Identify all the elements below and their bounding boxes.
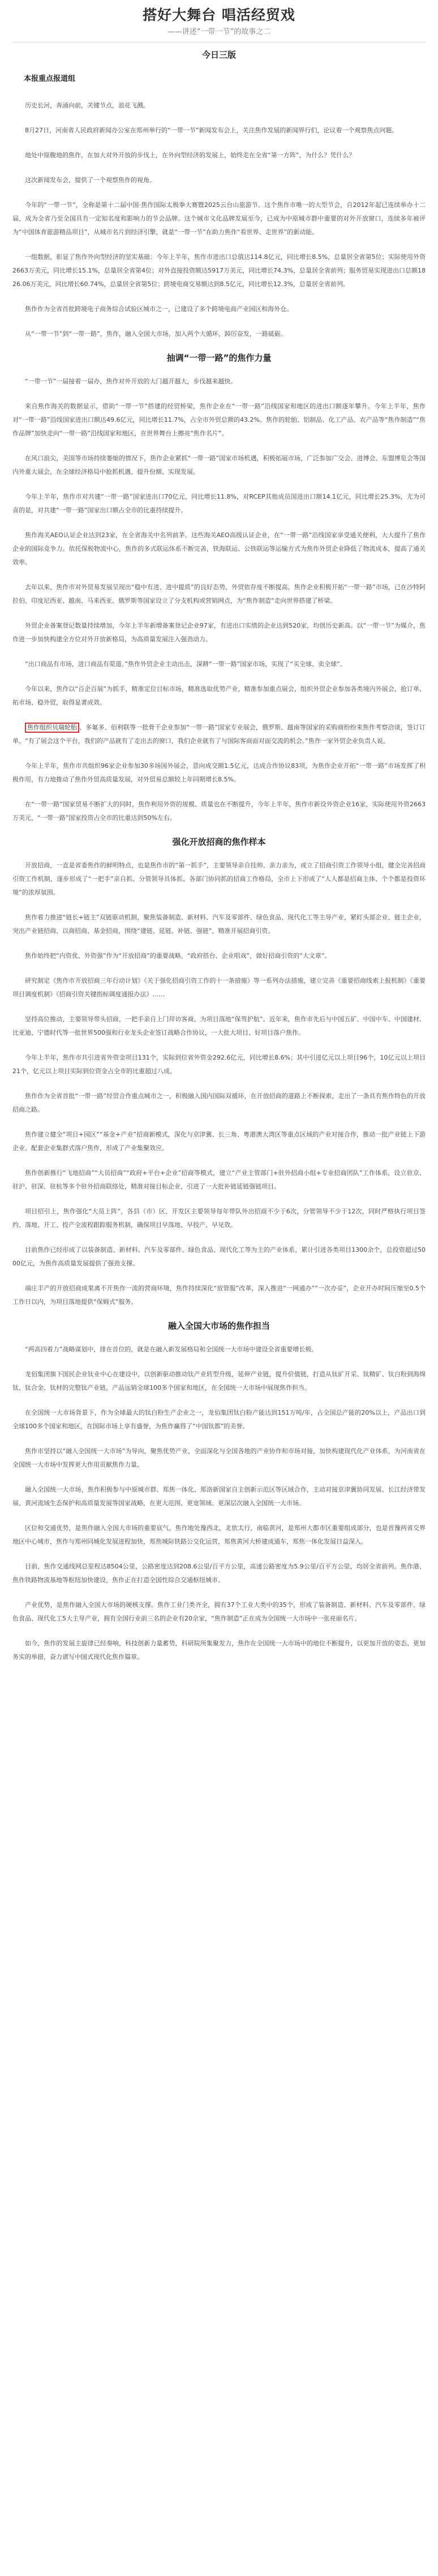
body-paragraph: 在风口浪尖，美国等市场持续萎缩的情况下，焦作企业紧抓“一带一路”国家市场机遇，积极拓展市场，广泛参加广交会、进博会、东盟博览会等国内外重大展会，在全球经济格局中抢抓机遇、提升份额、实现发展。 — [12, 455, 426, 476]
article-subhead: ——讲述“一带一节”的故事之二 — [167, 28, 271, 36]
body-paragraph: 焦作着力推进“链长+链主”双链驱动机制，聚焦装备制造、新材料、汽车及零部件、绿色食品、现代化工等主导产业，紧盯头部企业、链主企业，突出产业链招商、以商招商、基金招商，围绕“建链、延链、补链、强链”，精准开展招商引资。 — [12, 914, 426, 935]
article-section — [12, 836, 426, 1309]
article-section — [12, 352, 426, 710]
body-paragraph: 端庄丰产的开放招商成果离不开焦作一流的营商环境，焦作持续深化“放管服”改革，深入推进“一网通办”“一次办妥”，企业开办时间压缩至0.5个工作日以内，为项目落地提供“保姆式”服务。 — [12, 1285, 426, 1306]
body-paragraph: 开放招商，一直是省委焦作的鲜明特点，也是焦作市的“第一抓手”，主要领导亲自挂帅、亲力亲为，成立了招商引资工作领导小组，健全完善招商引资工作机制，逐步形成了“一把手”亲自抓、分管领导具体抓、各部门协同抓的招商工作格局，全市上下形成了“人人都是招商主体、个个都是投资环境”的浓厚氛围。 — [12, 862, 426, 896]
body-paragraph: 如今，焦作的发展主旋律已经奏响，科技创新力量蓄势，科研院所集聚发力，焦作在全国统一大市场中的地位不断提升，以更加开放的姿态、更加务实的举措，奋力谱写中国式现代化焦作篇章。 — [12, 1640, 426, 1661]
body-paragraph: 焦作建立健全“项目+园区”“基金+产业”招商新模式，深化与京津冀、长三角、粤港澳大湾区等重点区域的产业对接合作，推动一批产业链上下游企业、配套企业集群式落户焦作，形成了产业集聚效应。 — [12, 1131, 426, 1152]
body-paragraph: 坚持高位推动，主要领导带头招商，一把手亲自上门拜访客商，为项目落地“保驾护航”。近年来，焦作市先后与中国五矿、中国中车、中国建材、比亚迪、宁德时代等一批世界500强和行业龙头企业签订战略合作协议，一大批大项目、好项目落户焦作。 — [12, 1015, 426, 1036]
body-paragraph: 研究制定《焦作市开放招商三年行动计划》《关于强化招商引资工作的十一条措施》等一系列办法措施，建立完善《重要招商线索上报机制》《重要项目调度机制》《招商引资关键指标调度通报办法》…… — [12, 977, 426, 998]
body-paragraph: 来自焦作海关的数据显示，借助“一带一节”搭建的经贸桥梁，焦作企业在“一带一路”沿线国家和地区的进出口额逐年攀升。今年上半年，焦作对“一带一路”沿线国家进出口额达49.6亿元，同比增长11.7%，占全市外贸总额的43.2%。焦作的轮胎、铝制品、化工产品、农产品等“焦作制造”“焦作品牌”加快走向“一带一路”沿线国家和地区，在世界舞台上擦亮“焦作名片”。 — [12, 403, 426, 437]
section-title: 强化开放招商的焦作样本 — [172, 837, 266, 847]
body-paragraph: “两高四着力”战略谋划中，排在首位的，就是在融入新发展格局和全国统一大市场中建设全省重要增长极。 — [25, 1346, 318, 1353]
body-paragraph: 这次新闻发布会，提供了一个观察焦作的视角。 — [25, 176, 156, 184]
body-paragraph: 今年以来，焦作以“百企百展”为抓手，精准定位目标市场，精准选取优势产业，精准参加重点展会，组织外贸企业参加各类境内外展会，抢订单、拓市场、稳外贸，取得显著成效。 — [12, 685, 426, 706]
body-paragraph: 8月27日，河南省人民政府新闻办公室在郑州举行的“一带一节”新闻发布会上，关注焦作发展的新闻界行们，论议着一个观察焦点问题。 — [25, 127, 398, 134]
highlight-box: 焦作组织贝瑞轮胎 — [25, 723, 79, 733]
reporter-byline: 本报重点报道组 — [24, 75, 76, 83]
body-paragraph: “出口商品有市场，进口商品有渠道。”焦作外贸企业主动出击，深耕“一带一路”国家市场，实现了“买全球、卖全球”。 — [25, 660, 346, 668]
body-paragraph: 今年上半年，焦作市共组织96家企业参加30多场国外展会，意向成交额1.5亿元，达成合作协议83项，为焦作企业开拓“一带一路”市场发挥了积极作用，有力地推动了焦作外贸高质量发展，对外贸易总额较上年同期增长8.5%。 — [12, 762, 426, 783]
section-title: 融入全国大市场的焦作担当 — [168, 1321, 270, 1331]
article-headline: 搭好大舞台 唱活经贸戏 — [143, 7, 295, 23]
body-paragraph: 焦作始终把“内资优、外资强”作为“开放招商”的重要战略，“政府搭台、企业唱戏”，做好招商引资的“大文章”。 — [25, 952, 331, 959]
body-paragraph: 在全国统一大市场背景下，作为全球最大的钛白粉生产企业之一，龙佰集团钛白粉产能达到151万吨/年，占全国总产能的20%以上，产品出口到全球100多个国家和地区，在国际市场上享有盛誉，为焦作赢得了“中国钛都”的美誉。 — [12, 1409, 426, 1430]
body-paragraph: 一组数据，彰显了焦作外向型经济的坚实基础：今年上半年，焦作市进出口总值达114.8亿元，同比增长8.5%，总量居全省第5位；实际使用外资2663万美元，同比增长15.1%，总量居全省第4位；对外直接投资额达5917万美元，同比增长74.3%，总量居全省前列；服务贸易实现进出口总额1826.06万美元，同比增长60.74%，总量居全省第5位；跨境电商交易额达到8.5亿元，同比增长12.3%，总量居全省前列。 — [12, 253, 426, 288]
body-paragraph: 焦作海关AEO认证企业达到23家，在全省海关中名列前茅。这些海关AEO高级认证企业，在“一带一路”沿线国家享受通关便利，大大提升了焦作企业的国际竞争力。依托保税物流中心，焦作的多式联运体系不断完善，铁海联运、公铁联运等运输方式为焦作外贸企业降低了物流成本，提高了通关效率。 — [12, 531, 426, 566]
article-body — [12, 99, 426, 1664]
body-paragraph: 融入全国统一大市场，焦作积极参与中原城市群、郑焦一体化、郑洛新国家自主创新示范区等区域合作，主动对接京津冀协同发展、长江经济带发展、黄河流域生态保护和高质量发展等国家战略，在更大范围、更宽领域、更深层次融入全国统一大市场。 — [12, 1486, 426, 1507]
article-page — [0, 6, 438, 2576]
body-paragraph: 目前焦作已经形成了以装备制造、新材料、汽车及零部件、绿色食品、现代化工等为主的产业体系，累计引进各类项目1300余个，总投资超过5000亿元，为焦作高质量发展提供了强劲支撑。 — [12, 1246, 426, 1267]
body-paragraph: 去年以来，焦作市对外贸易发展呈现出“稳中有进、进中提质”的良好态势，外贸依存度不断提高。焦作企业积极开拓“一带一路”市场，已在沙特阿拉伯、印度尼西亚、越南、马来西亚、俄罗斯等国家设立了分支机构或营销网点，为“焦作制造”走向世界搭建了桥梁。 — [12, 584, 426, 604]
body-paragraph: 项目招引上，焦作强化“大员上阵”，各县（市）区、开发区主要领导每年带队外出招商不少于6次，分管领导不少于12次，同时严格执行项目签约、落地、开工、投产全流程跟踪服务机制，确保项目早落地、早投产、早见效。 — [12, 1208, 426, 1229]
article-section — [12, 721, 426, 825]
body-paragraph: “一带一节”一届接着一届办，焦作对外开放的大门越开越大，步伐越来越快。 — [25, 378, 237, 385]
body-paragraph: 从“一带一节”到“一带一路”，焦作，融入全国大市场，加入两个大循环，踔厉奋发，一路砥砺。 — [25, 330, 287, 338]
body-paragraph: 外贸企业备案登记数量持续增加，今年上半年新增备案登记企业97家，有进出口实绩的企业达到520家，均创历史新高。以“一带一节”为媒介，焦作进一步加快构建全方位对外开放新格局，为高质量发展注入强劲动力。 — [12, 622, 426, 643]
body-paragraph: 焦作组织贝瑞轮胎 、多氟多、佰利联等一批骨干企业参加“一带一路”国家专业展会，俄罗斯、越南等国家的采购商纷纷来焦作考察洽谈，签订订单。“有了展会这个平台，我们的产品就有了走出去的窗口，我们企业就有了与国际客商面对面交流的机会。”焦作一家外贸企业负责人说。 — [12, 724, 426, 745]
body-paragraph: 目前，焦作交通线网总里程达8504公里，公路密度达到208.6公里/百平方公里，高速公路密度为5.9公里/百平方公里，均居全省前列。焦作港、焦作铁路物流基地等枢纽加快建设，焦作正在打造全国性综合交通枢纽城市。 — [12, 1563, 426, 1584]
body-paragraph: 焦作作为全省首批“一带一路”经贸合作重点城市之一，积极融入国内国际双循环，在开放招商的道路上不断探索，走出了一条具有焦作特色的开放招商之路。 — [12, 1092, 426, 1113]
section-title: 抽调“一带一路”的焦作力量 — [166, 353, 272, 363]
article-section — [12, 1320, 426, 1664]
body-paragraph: 龙佰集团旗下国民企业钛业中心在建设中，以创新驱动推动钛产业转型升级，延伸产业链，提升价值链，打造从钛矿开采、钛精矿、钛白粉到海绵钛、钛合金、钛材的完整钛产业链，产品远销全球100多个国家和地区，在全国统一大市场中展现焦作担当。 — [12, 1371, 426, 1391]
body-paragraph: 今年上半年，焦作市共引进省外资金项目131个，实际到位省外资金292.6亿元，同比增长8.6%；其中引进亿元以上项目96个，10亿元以上项目21个，亿元以上项目实际到位资金占全市的比重超过八成。 — [12, 1054, 426, 1075]
body-paragraph: 焦作市坚持以“融入全国统一大市场”为导向，聚焦优势产业，全面深化与全国各地的产业协作和市场对接，加快构建现代化产业体系，为河南省在全国统一大市场中发挥更大作用贡献焦作力量。 — [12, 1447, 426, 1468]
body-paragraph: 地处中原腹地的焦作，在加大对外开放的步伐上，在外向型经济的发展上，始终走在全省“第一方阵”，为什么？凭什么？ — [25, 152, 355, 159]
body-paragraph: 今年的“一带一节”，全称是第十二届中国·焦作国际太极拳大赛暨2025云台山旅游节。这个焦作市唯一的大型节会，自2012年起已连续举办十二届，成为全省乃至全国具有一定知名度和影响力的节会品牌。这个城市文化品牌发展至今，已成为中原城市群中重要的对外开放窗口，连续多年被评为“中国体育旅游精品项目”，从城市名片到经济引擎，就是“一带一节”在助力焦作“看世界、走世界”的新动能。 — [12, 201, 426, 236]
article-section — [12, 99, 426, 341]
body-paragraph: 今年上半年，焦作市对共建“一带一路”国家进出口70亿元，同比增长11.8%，对RCEP其他成员国进出口额14.1亿元，同比增长25.3%，尤为可喜的是，对共建“一带一路”国家出口额占全市的比重持续提升。 — [12, 493, 426, 514]
body-paragraph: 产业优势，是焦作融入全国大市场的硬核支撑。焦作工业门类齐全，拥有37个工业大类中的35个，形成了装备制造、新材料、汽车及零部件、绿色食品、现代化工5大主导产业，拥有全国行业前三名的企业有20余家，“焦作制造”正在成为全国统一大市场中一张亮丽名片。 — [12, 1601, 426, 1622]
body-paragraph: 焦作作为全省首批跨境电子商务综合试验区城市之一，已建设了多个跨境电商产业园区和海外仓。 — [25, 305, 293, 313]
body-paragraph: 焦作创新推行“飞地招商”“大员招商”“政府+平台+企业”招商等模式，建立“产业主管部门+驻外招商小组+专业招商团队”工作体系，设立驻京、驻沪、驻深、驻杭等多个驻外招商联络处，精准对接目标企业，引进了一大批补链延链强链项目。 — [12, 1169, 426, 1190]
edition-label: 今日三版 — [201, 50, 236, 60]
body-paragraph: 历史长河，奔涌向前，关键节点，浪花飞溅。 — [25, 102, 149, 109]
body-paragraph: 在“一带一路”国家贸易不断扩大的同时，焦作利用外资的规模、质量也在不断提升，今年上半年，焦作市新设外资企业16家，实际使用外资2663万美元，“一带一路”国家投资占全市的比重达到50%左右。 — [12, 801, 426, 822]
body-paragraph: 区位和交通优势，是焦作融入全国大市场的重要底气。焦作地处豫西北，北依太行，南临黄河，是郑州大都市区重要组成部分，也是晋豫两省交界地区中心城市，焦作与郑州同城化发展进程加快，郑焦城际铁路公交化运营，郑焦黄河大桥建成通车，郑焦一体化发展日益深入。 — [12, 1524, 426, 1545]
